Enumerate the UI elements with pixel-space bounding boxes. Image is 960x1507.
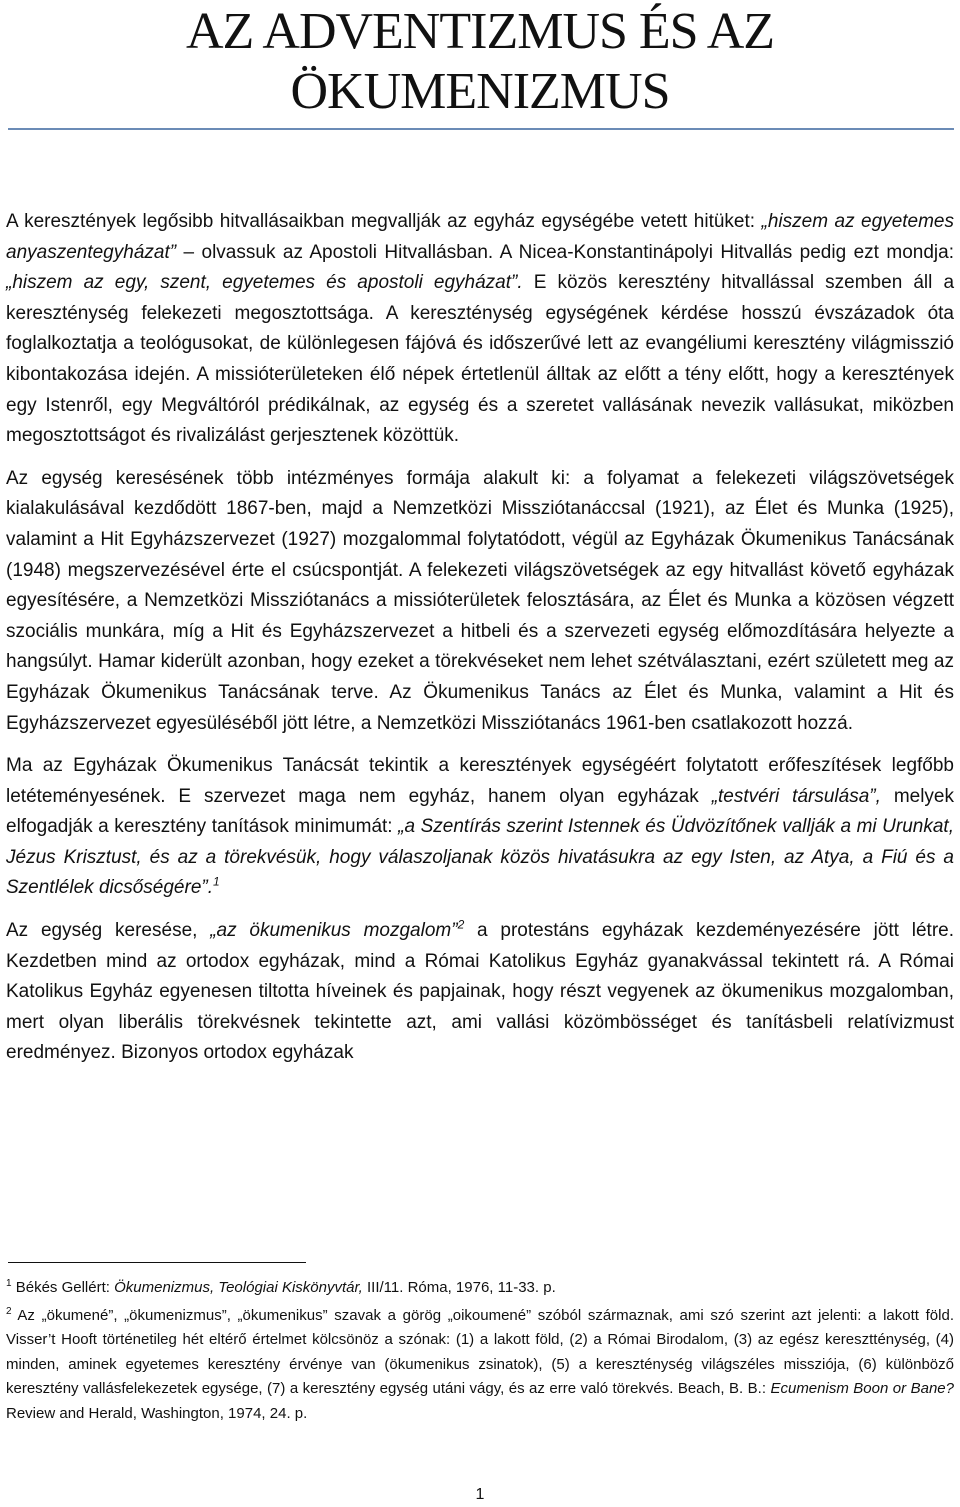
footnote-1-text-a: Békés Gellért:: [11, 1279, 115, 1296]
footnotes: [6, 1276, 954, 1430]
page-title: [0, 2, 960, 122]
nicene-creed-quote: „hiszem az egy, szent, egyetemes és apostoli egyházat”.: [6, 272, 523, 294]
paragraph-3-text-c: melyek elfogadják a keresztény tanítások minimumát:: [6, 785, 954, 838]
paragraph-4-text-c: a protestáns egyházak kezdeményezésére jött létre. Kezdetben mind az ortodox egyházak, mind a Római Katolikus Egyház gyanakvással tekintett rá. A Római Katolikus Egyház egyenesen tiltotta híveinek és papjainak, hogy részt vegyenek az ökumenikus mozgalomban, mert olyan liberális törekvésnek tekintette azt, ami vallási közömbösséget és tanításbeli relatívizmust eredményez. Bizonyos ortodox egyházak: [6, 920, 954, 1064]
footnote-2-book-title: Ecumenism Boon or Bane?: [770, 1380, 954, 1398]
paragraph-2: Az egység keresésének több intézményes formája alakult ki: a folyamat a felekezeti világszövetségek kialakulásával kezdődött 1867-ben, majd a Nemzetközi Missziótanáccsal (1921), az Élet és Munka (1925), valamint a Hit Egyházszervezet (1927) mozgalommal folytatódott, végül az Egyházak Ökumenikus Tanácsának (1948) megszervezésével érte el csúcspontját. A felekezeti világszövetségek az egy hitvallást követő egyházak egyesítésére, a Nemzetközi Missziótanács a missióterületek felosztására, az Élet és Munka a közösen végzett szociális munkára, míg a Hit és Egyházszervezet a hitbeli és a szervezeti egység előmozdítására helyezte a hangsúlyt. Hamar kiderült azonban, hogy ezeket a törekvéseket nem lehet szétválasztani, ezért született meg az Egyházak Ökumenikus Tanácsának terve. Az Ökumenikus Tanács az Élet és Munka, valamint a Hit és Egyházszervezet egyesüléséből jött létre, a Nemzetközi Missziótanács 1961-ben csatlakozott hozzá.: [6, 467, 954, 734]
footnote-2-text-c: Review and Herald, Washington, 1974, 24. p.: [6, 1404, 308, 1422]
footnote-1-text-c: III/11. Róma, 1976, 11-33. p.: [362, 1279, 556, 1296]
paragraph-4-text-a: Az egység keresése,: [6, 920, 211, 942]
footnote-1-number: 1: [6, 1278, 12, 1289]
paragraph-3: [6, 751, 954, 904]
wcc-basis-quote: „a Szentírás szerint Istennek és Üdvözítőnek vallják a mi Urunkat, Jézus Krisztust, és az a törekvésük, hogy válaszoljanak közös hivatásukra az egy Isten, az Atya, a Fiú és a Szentlélek dicsőségére”.: [6, 816, 954, 899]
paragraph-3-text-a: Ma az Egyházak Ökumenikus Tanácsát tekintik a keresztények egységéért folytatott erőfeszítések legfőbb letéteményesének. E szervezet maga nem egyház, hanem olyan egyházak: [6, 755, 954, 807]
paragraph-4: [6, 916, 954, 1069]
footnote-separator: [8, 1262, 306, 1263]
footnote-2: [6, 1304, 954, 1427]
ecumenical-movement-quote: „az ökumenikus mozgalom”: [210, 920, 458, 942]
footnote-1: [6, 1276, 954, 1301]
title-line-2: ÖKUMENIZMUS: [290, 63, 670, 120]
paragraph-1: [6, 207, 954, 452]
page-number: 1: [475, 1486, 485, 1503]
paragraph-1-text-e: E közös keresztény hitvallással szemben áll a kereszténység felekezeti megosztottsága. A kereszténység egységének kérdése hosszú évszázadok óta foglalkoztatja a teológusokat, de különlegesen fájóvá és időszerűvé lett az evangéliumi keresztény világmisszió kibontakozása idején. A missióterületeken élő népek értetlenül álltak az előtt a tény előtt, hogy a keresztények egy Istenről, egy Megváltóról prédikálnak, az egység és a szeretet vallásának nevezik vallásukat, miközben megosztottságot és rivalizálást gerjesztenek közöttük.: [6, 272, 955, 447]
footnote-ref-2[interactable]: 2: [457, 917, 465, 932]
apostolic-creed-quote: „hiszem az egyetemes anyaszentegyházat”: [6, 211, 954, 263]
document-body: [6, 207, 954, 1081]
title-line-1: AZ ADVENTIZMUS ÉS AZ: [185, 3, 775, 60]
fraternal-fellowship-quote: „testvéri társulása”,: [711, 785, 881, 807]
footnote-2-text-a: Az „ökumené”, „ökumenizmus”, „ökumenikus” szavak a görög „oikoumené” szóból származnak, ami szó szerint azt jelenti: a lakott föld. Visser’t Hooft történetileg hét eltérő értelmet kölcsönöz a szónak: (1) a lakott föld, (2) a Római Birodalom, (3) az egész keresztténység, (4) minden, aminek egyetemes keresztény érvénye van (ökumenikus zsinatok), (5) a kereszténység világszéles missziója, (6) különböző keresztény vallásfelekezetek egysége, (7) a keresztény egység utáni vágy, és az erre való törekvés. Beach, B. B.:: [6, 1306, 954, 1398]
footnote-1-book-title: Ökumenizmus, Teológiai Kiskönyvtár,: [114, 1279, 363, 1296]
paragraph-1-text-c: – olvassuk az Apostoli Hitvallásban. A Nicea-Konstantinápolyi Hitvallás pedig ezt mondja:: [176, 241, 954, 263]
footnote-ref-1[interactable]: 1: [213, 875, 220, 890]
footnote-2-number: 2: [6, 1305, 12, 1317]
paragraph-1-text-a: A keresztények legősibb hitvallásaikban megvallják az egyház egységébe vetett hitüket:: [6, 211, 762, 232]
title-underline: [8, 128, 954, 130]
